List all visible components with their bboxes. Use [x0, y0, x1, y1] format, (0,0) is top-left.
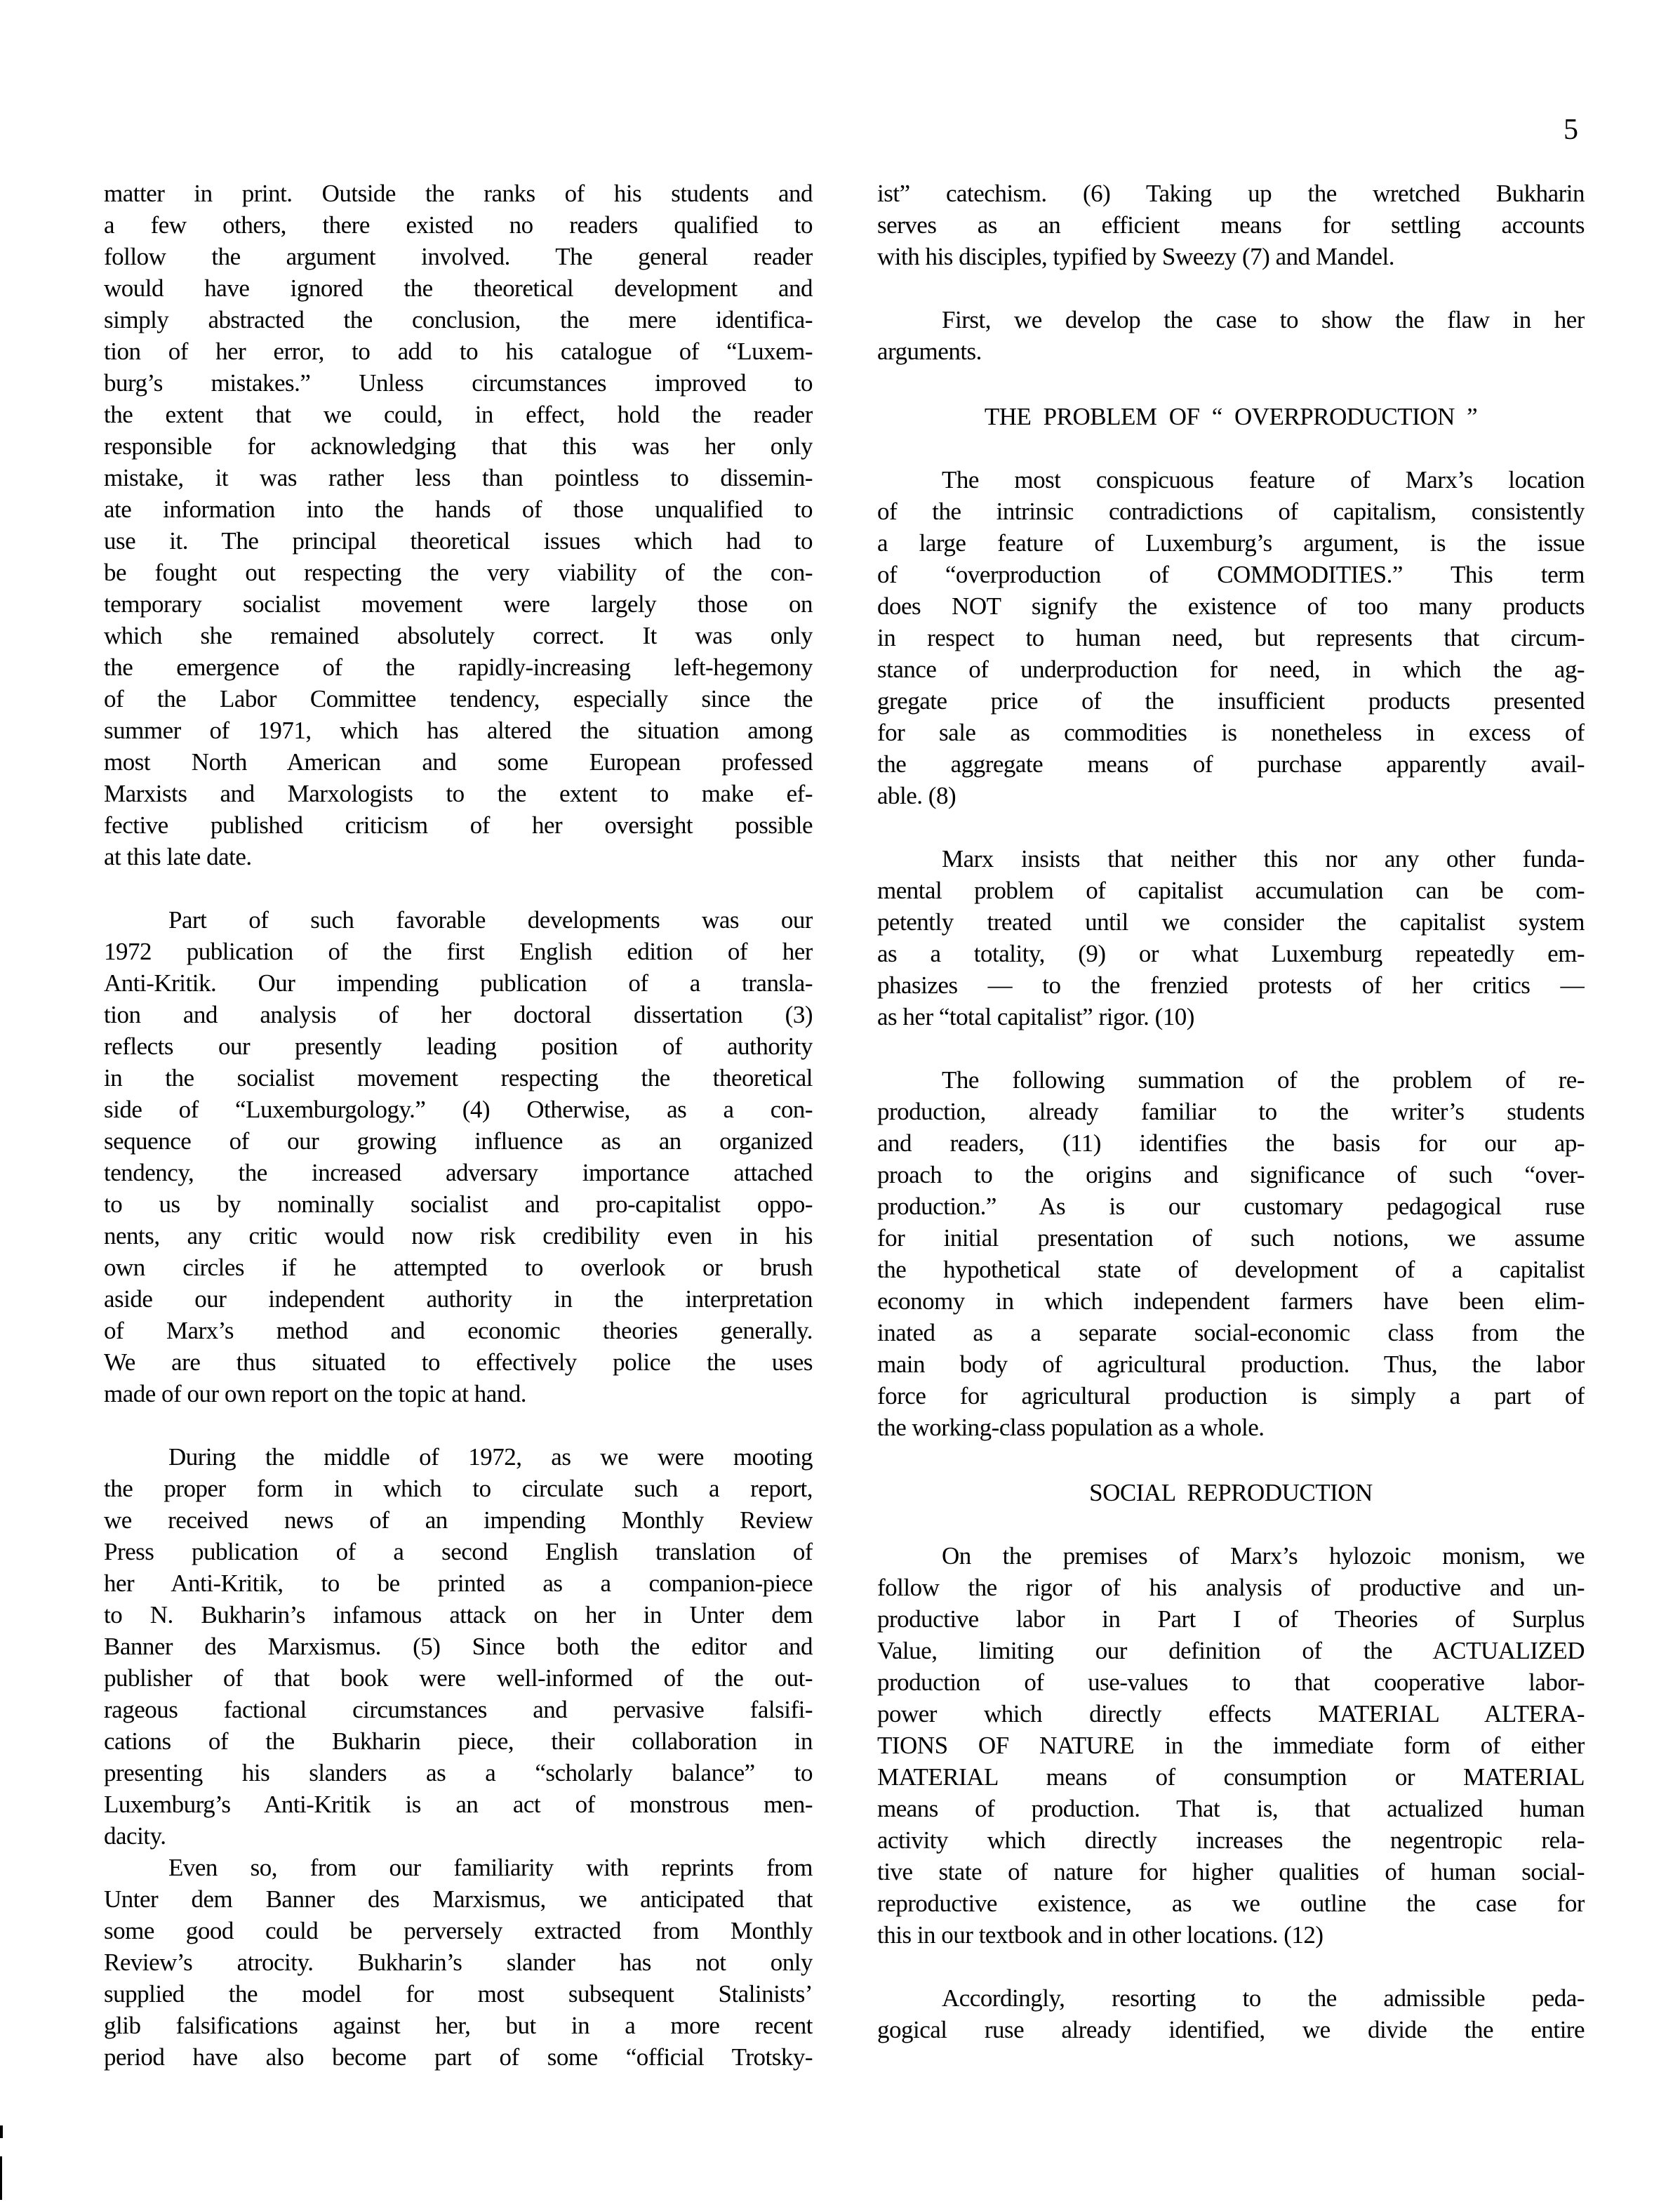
text-line: to N. Bukharin’s infamous attack on her in Unter dem — [104, 1601, 813, 1628]
text-line: supplied the model for most subsequent Stalinists’ — [104, 1980, 813, 2008]
scan-artifact — [0, 2125, 3, 2138]
text-line: at this late date. — [104, 843, 252, 870]
paragraph — [104, 904, 813, 1409]
paragraph — [877, 178, 1585, 272]
text-line: Accordingly, resorting to the admissible peda- — [942, 1984, 1585, 2012]
text-line: means of production. That is, that actualized human — [877, 1795, 1585, 1822]
text-line: ist” catechism. (6) Taking up the wretched Bukharin — [877, 180, 1585, 207]
text-line: side of “Luxemburgology.” (4) Otherwise, as a con- — [104, 1096, 813, 1123]
text-line: fective published criticism of her oversight possible — [104, 811, 813, 839]
paragraph — [877, 304, 1585, 367]
text-line: for sale as commodities is nonetheless in excess of — [877, 719, 1585, 746]
text-line: the working-class population as a whole. — [877, 1414, 1265, 1441]
text-line: Unter dem Banner des Marxismus, we anticipated that — [104, 1885, 813, 1913]
paragraph — [104, 1441, 813, 1852]
text-line: ate information into the hands of those unqualified to — [104, 496, 813, 523]
text-line: The following summation of the problem of re- — [942, 1066, 1585, 1094]
text-line: TIONS OF NATURE in the immediate form of either — [877, 1732, 1585, 1759]
text-line: productive labor in Part I of Theories of Surplus — [877, 1605, 1585, 1633]
text-line: power which directly effects MATERIAL ALTERA- — [877, 1700, 1585, 1727]
column-right — [877, 178, 1585, 2045]
text-line: of “overproduction of COMMODITIES.” This term — [877, 561, 1585, 588]
paragraph — [877, 464, 1585, 811]
text-line: Banner des Marxismus. (5) Since both the editor and — [104, 1633, 813, 1660]
text-line: Press publication of a second English translation of — [104, 1538, 813, 1565]
text-line: of the Labor Committee tendency, especially since the — [104, 685, 813, 712]
text-line: Luxemburg’s Anti-Kritik is an act of monstrous men- — [104, 1791, 813, 1818]
text-line: tive state of nature for higher qualities of human social- — [877, 1858, 1585, 1885]
text-line: petently treated until we consider the capitalist system — [877, 908, 1585, 936]
text-line: reflects our presently leading position of authority — [104, 1033, 813, 1060]
text-line: for initial presentation of such notions, we assume — [877, 1224, 1585, 1252]
column-left — [104, 178, 813, 2073]
text-line: as her “total capitalist” rigor. (10) — [877, 1003, 1194, 1030]
text-line: a few others, there existed no readers qualified to — [104, 211, 813, 239]
text-line: gogical ruse already identified, we divide the entire — [877, 2016, 1585, 2043]
text-line: tion and analysis of her doctoral dissertation (3) — [104, 1001, 813, 1028]
text-line: follow the rigor of his analysis of productive and un- — [877, 1574, 1585, 1601]
text-line: dacity. — [104, 1822, 166, 1850]
text-line: During the middle of 1972, as we were mooting — [168, 1443, 813, 1471]
text-line: Part of such favorable developments was our — [168, 906, 813, 934]
text-line: gregate price of the insufficient products presented — [877, 687, 1585, 715]
paragraph — [104, 1852, 813, 2073]
text-line: sequence of our growing influence as an organized — [104, 1127, 813, 1155]
text-line: would have ignored the theoretical development and — [104, 274, 813, 302]
text-line: force for agricultural production is simply a part of — [877, 1382, 1585, 1409]
text-line: Anti-Kritik. Our impending publication of a transla- — [104, 969, 813, 997]
text-line: summer of 1971, which has altered the situation among — [104, 717, 813, 744]
text-line: production of use-values to that cooperative labor- — [877, 1669, 1585, 1696]
text-line: the emergence of the rapidly-increasing left-hegemony — [104, 654, 813, 681]
text-line: Review’s atrocity. Bukharin’s slander has not only — [104, 1949, 813, 1976]
text-line: her Anti-Kritik, to be printed as a companion-piece — [104, 1570, 813, 1597]
text-line: most North American and some European professed — [104, 748, 813, 776]
text-line: which she remained absolutely correct. It was only — [104, 622, 813, 649]
text-line: main body of agricultural production. Thus, the labor — [877, 1351, 1585, 1378]
text-line: nents, any critic would now risk credibility even in his — [104, 1222, 813, 1249]
paragraph — [877, 843, 1585, 1033]
text-line: tion of her error, to add to his catalogue of “Luxem- — [104, 338, 813, 365]
text-line: temporary socialist movement were largely those on — [104, 590, 813, 618]
text-line: production.” As is our customary pedagogical ruse — [877, 1193, 1585, 1220]
text-line: some good could be perversely extracted from Monthly — [104, 1917, 813, 1944]
text-line: On the premises of Marx’s hylozoic monism, we — [942, 1542, 1585, 1570]
text-line: reproductive existence, as we outline the case for — [877, 1890, 1585, 1917]
text-line: Even so, from our familiarity with reprints from — [168, 1854, 813, 1881]
text-line: mental problem of capitalist accumulation can be com- — [877, 877, 1585, 904]
text-line: in the socialist movement respecting the theoretical — [104, 1064, 813, 1092]
text-line: be fought out respecting the very viability of the con- — [104, 559, 813, 586]
text-line: Marxists and Marxologists to the extent to make ef- — [104, 780, 813, 807]
text-line: the aggregate means of purchase apparently avail- — [877, 750, 1585, 778]
text-line: and readers, (11) identifies the basis for our ap- — [877, 1129, 1585, 1157]
text-line: publisher of that book were well-informed of the out- — [104, 1664, 813, 1692]
text-line: made of our own report on the topic at hand. — [104, 1380, 526, 1407]
text-line: to us by nominally socialist and pro-capitalist oppo- — [104, 1190, 813, 1218]
text-line: activity which directly increases the negentropic rela- — [877, 1826, 1585, 1854]
text-line: First, we develop the case to show the flaw in her — [942, 306, 1585, 333]
text-line: presenting his slanders as a “scholarly balance” to — [104, 1759, 813, 1786]
text-line: aside our independent authority in the interpretation — [104, 1285, 813, 1313]
text-line: 1972 publication of the first English edition of her — [104, 938, 813, 965]
text-line: does NOT signify the existence of too many products — [877, 592, 1585, 620]
text-line: glib falsifications against her, but in a more recent — [104, 2012, 813, 2039]
text-line: We are thus situated to effectively police the uses — [104, 1348, 813, 1376]
section-heading: SOCIAL REPRODUCTION — [1089, 1479, 1373, 1506]
text-line: a large feature of Luxemburg’s argument, is the issue — [877, 529, 1585, 557]
text-line: in respect to human need, but represents that circum- — [877, 624, 1585, 651]
text-line: arguments. — [877, 338, 982, 365]
text-line: mistake, it was rather less than pointless to dissemin- — [104, 464, 813, 491]
text-line: burg’s mistakes.” Unless circumstances improved to — [104, 369, 813, 397]
paragraph — [877, 1982, 1585, 2045]
text-line: this in our textbook and in other locations. (12) — [877, 1921, 1324, 1949]
text-line: tendency, the increased adversary importance attached — [104, 1159, 813, 1186]
page-number: 5 — [1564, 114, 1578, 146]
paragraph — [877, 1064, 1585, 1443]
paragraph — [104, 178, 813, 873]
text-line: proach to the origins and significance of such “over- — [877, 1161, 1585, 1188]
text-line: serves as an efficient means for settling accounts — [877, 211, 1585, 239]
text-line: Marx insists that neither this nor any other funda- — [942, 845, 1585, 873]
text-line: production, already familiar to the writer’s students — [877, 1098, 1585, 1125]
text-line: cations of the Bukharin piece, their collaboration in — [104, 1727, 813, 1755]
text-line: The most conspicuous feature of Marx’s location — [942, 466, 1585, 493]
text-line: of Marx’s method and economic theories generally. — [104, 1317, 813, 1344]
text-line: the extent that we could, in effect, hold the reader — [104, 401, 813, 428]
text-line: we received news of an impending Monthly Review — [104, 1506, 813, 1534]
text-line: use it. The principal theoretical issues which had to — [104, 527, 813, 555]
paragraph — [877, 1540, 1585, 1951]
text-line: follow the argument involved. The general reader — [104, 243, 813, 270]
section-heading: THE PROBLEM OF “ OVERPRODUCTION ” — [984, 403, 1478, 430]
text-line: the proper form in which to circulate such a report, — [104, 1475, 813, 1502]
text-line: inated as a separate social-economic class from the — [877, 1319, 1585, 1346]
text-line: MATERIAL means of consumption or MATERIAL — [877, 1763, 1585, 1791]
text-line: own circles if he attempted to overlook or brush — [104, 1254, 813, 1281]
text-line: the hypothetical state of development of a capitalist — [877, 1256, 1585, 1283]
scan-artifact — [0, 2156, 2, 2200]
text-line: phasizes — to the frenzied protests of her critics — — [877, 971, 1585, 999]
text-line: stance of underproduction for need, in which the ag- — [877, 656, 1585, 683]
text-line: with his disciples, typified by Sweezy (7) and Mandel. — [877, 243, 1395, 270]
text-line: responsible for acknowledging that this was her only — [104, 432, 813, 460]
text-line: simply abstracted the conclusion, the mere identifica- — [104, 306, 813, 333]
text-line: Value, limiting our definition of the ACTUALIZED — [877, 1637, 1585, 1664]
text-line: economy in which independent farmers have been elim- — [877, 1287, 1585, 1315]
text-line: of the intrinsic contradictions of capitalism, consistently — [877, 498, 1585, 525]
text-line: matter in print. Outside the ranks of his students and — [104, 180, 813, 207]
text-line: rageous factional circumstances and pervasive falsifi- — [104, 1696, 813, 1723]
text-line: period have also become part of some “official Trotsky- — [104, 2043, 813, 2071]
text-line: as a totality, (9) or what Luxemburg repeatedly em- — [877, 940, 1585, 967]
text-line: able. (8) — [877, 782, 956, 809]
